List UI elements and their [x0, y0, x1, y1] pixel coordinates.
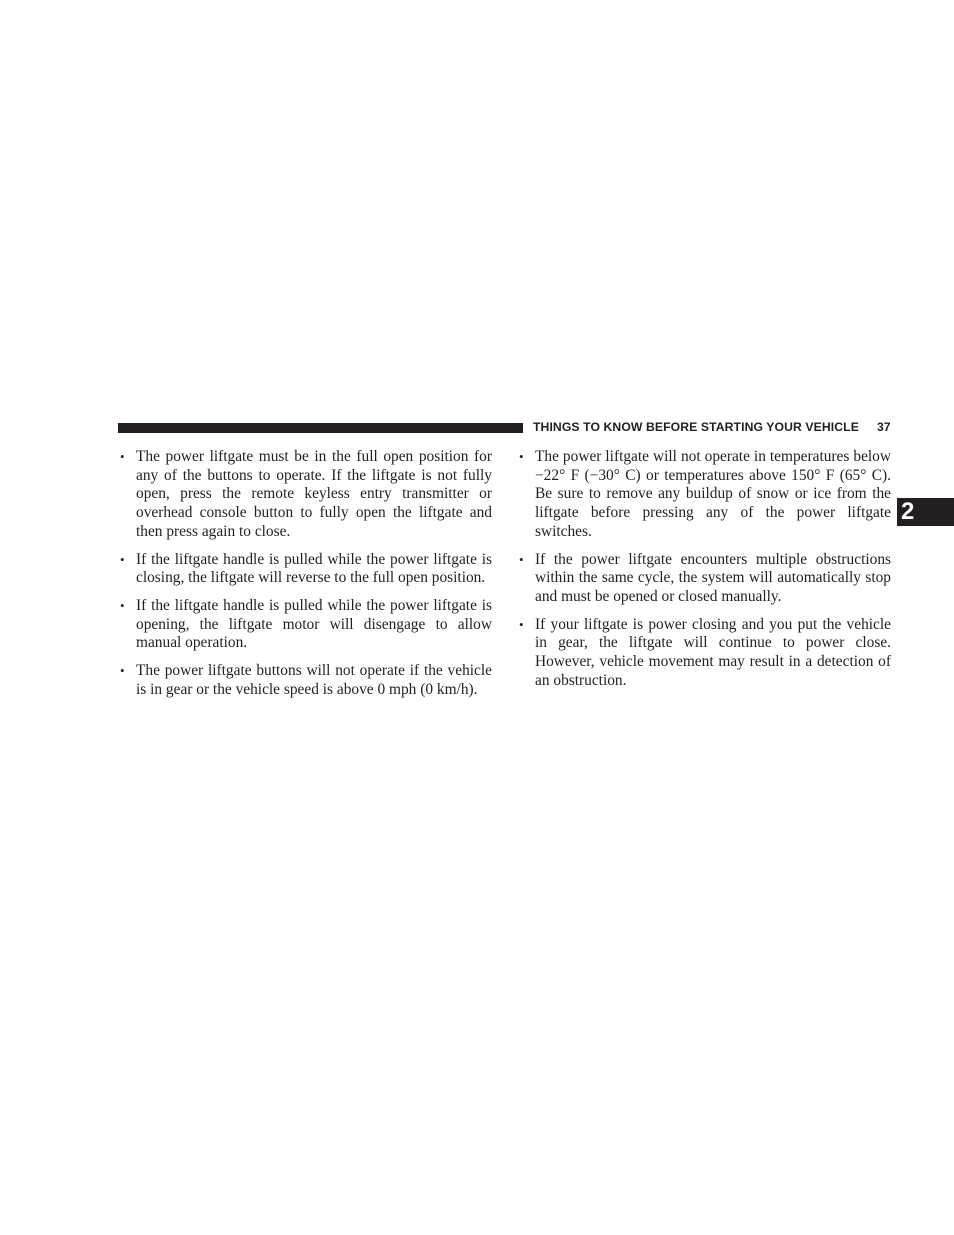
- list-item-text: The power liftgate will not operate in temperatures below −22° F (−30° C) or temperatures above 150° F (65° C). Be sure to remove any buildup of snow or ice from the liftgate before pressing any of the power liftgate switches.: [535, 448, 891, 540]
- list-item: [517, 616, 891, 691]
- header-rule: [118, 423, 523, 433]
- list-item-text: If the liftgate handle is pulled while the power liftgate is opening, the liftgate motor will disengage to allow manual operation.: [136, 596, 492, 652]
- section-header-title: THINGS TO KNOW BEFORE STARTING YOUR VEHICLE: [533, 420, 859, 434]
- right-column-bullet-list: [517, 448, 891, 699]
- list-item: [517, 551, 891, 607]
- list-item-text: If your liftgate is power closing and you put the vehicle in gear, the liftgate will continue to power close. However, vehicle movement may result in a detection of an obstruction.: [535, 615, 891, 689]
- list-item-text: If the liftgate handle is pulled while the power liftgate is closing, the liftgate will reverse to the full open position.: [136, 550, 492, 587]
- bullet-icon: •: [120, 663, 125, 679]
- bullet-icon: •: [120, 551, 125, 567]
- left-column-bullet-list: [118, 448, 492, 708]
- list-item: [118, 448, 492, 542]
- page-number: 37: [877, 420, 891, 434]
- list-item-text: The power liftgate must be in the full open position for any of the buttons to operate. If the liftgate is not fully open, press the remote keyless entry transmitter or overhead console button to fully open the liftgate and then press again to close.: [136, 448, 492, 540]
- list-item: [118, 662, 492, 699]
- list-item: [517, 448, 891, 542]
- bullet-icon: •: [519, 551, 524, 567]
- bullet-icon: •: [120, 449, 125, 464]
- list-item-text: The power liftgate buttons will not operate if the vehicle is in gear or the vehicle speed is above 0 mph (0 km/h).: [136, 662, 492, 698]
- list-item: [118, 597, 492, 653]
- list-item: [118, 551, 492, 588]
- bullet-icon: •: [519, 449, 524, 464]
- bullet-icon: •: [519, 616, 524, 632]
- list-item-text: If the power liftgate encounters multiple obstructions within the same cycle, the system will automatically stop and must be opened or closed manually.: [535, 550, 891, 605]
- chapter-tab: 2: [897, 498, 954, 526]
- bullet-icon: •: [120, 597, 125, 613]
